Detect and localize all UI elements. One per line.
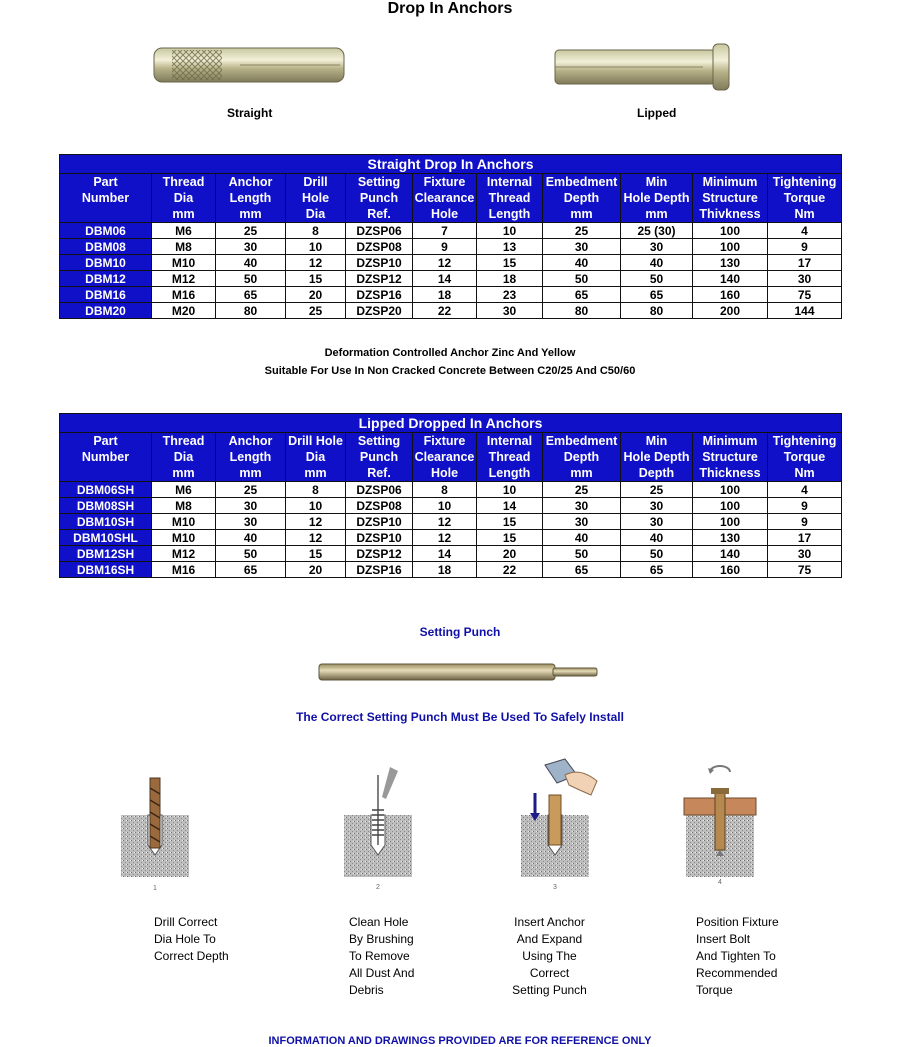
part-number-cell: DBM06 — [60, 223, 152, 239]
column-header-line: Torque — [783, 450, 826, 464]
column-header-line: Clearance — [414, 191, 475, 205]
table-cell: 30 — [621, 239, 693, 255]
table-row — [60, 482, 842, 498]
column-header-line: mm — [304, 466, 327, 480]
table-cell: 25 — [543, 223, 621, 239]
step-text-line: Clean Hole — [349, 915, 409, 929]
table-cell: 8 — [286, 482, 346, 498]
column-header-line: Embedment — [545, 175, 618, 189]
table-cell: 20 — [286, 562, 346, 578]
step-3-text — [502, 914, 597, 999]
column-header-line: Thread — [488, 450, 531, 464]
table-cell: 50 — [216, 546, 286, 562]
column-header — [621, 433, 693, 482]
table-cell: DZSP10 — [346, 530, 413, 546]
table-cell: 20 — [477, 546, 543, 562]
column-header-line: Setting — [357, 434, 401, 448]
table-cell: 15 — [477, 530, 543, 546]
step-text-line: Setting Punch — [512, 983, 587, 997]
part-number-cell: DBM16 — [60, 287, 152, 303]
table-cell: 25 — [216, 482, 286, 498]
table-cell: 65 — [543, 562, 621, 578]
column-header-line: Structure — [702, 191, 758, 205]
part-number-cell: DBM10SH — [60, 514, 152, 530]
column-header-line: Dia — [173, 191, 194, 205]
column-header-line: Hole — [430, 466, 459, 480]
column-header-line: Anchor — [228, 175, 273, 189]
column-header — [477, 174, 543, 223]
step-2-brush-illustration — [338, 765, 418, 895]
table-header-row — [60, 174, 842, 223]
table-cell: 9 — [768, 514, 842, 530]
table-cell: 30 — [543, 239, 621, 255]
step-text-line: Position Fixture — [696, 915, 779, 929]
table-cell: 30 — [621, 514, 693, 530]
note-line-2: Suitable For Use In Non Cracked Concrete Between C20/25 And C50/60 — [264, 365, 636, 377]
step-text-line: Drill Correct — [154, 915, 218, 929]
column-header-line: Hole Depth — [623, 450, 690, 464]
straight-anchors-table — [59, 154, 842, 319]
table-cell: 12 — [286, 530, 346, 546]
table-cell: 100 — [693, 223, 768, 239]
table-cell: M12 — [152, 271, 216, 287]
column-header-line: Min — [645, 175, 668, 189]
column-header-line: Internal — [486, 175, 533, 189]
note-line-1: Deformation Controlled Anchor Zinc And Yellow — [324, 347, 576, 359]
column-header — [413, 433, 477, 482]
table-cell: 12 — [413, 514, 477, 530]
column-header-line: Nm — [794, 207, 815, 221]
step-1-drill-illustration — [115, 760, 195, 895]
column-header-line: Internal — [486, 434, 533, 448]
table-cell: M12 — [152, 546, 216, 562]
table-cell: 80 — [543, 303, 621, 319]
table-cell: 22 — [477, 562, 543, 578]
column-header-line: mm — [172, 207, 195, 221]
column-header-line: Anchor — [228, 434, 273, 448]
table-cell: 30 — [543, 498, 621, 514]
table-cell: 30 — [216, 498, 286, 514]
step-3-insert-illustration — [505, 755, 605, 890]
column-header-line: Depth — [563, 450, 600, 464]
table-cell: 4 — [768, 223, 842, 239]
part-number-cell: DBM08SH — [60, 498, 152, 514]
column-header-line: Part — [93, 434, 118, 448]
column-header — [286, 174, 346, 223]
table-cell: 40 — [543, 255, 621, 271]
column-header-line: Thread — [162, 434, 205, 448]
table-row — [60, 546, 842, 562]
table-title: Straight Drop In Anchors — [60, 155, 842, 174]
table-cell: 130 — [693, 255, 768, 271]
table-cell: 130 — [693, 530, 768, 546]
step-text-line: And Tighten To — [696, 949, 776, 963]
table-cell: 65 — [543, 287, 621, 303]
table-cell: 100 — [693, 498, 768, 514]
part-number-cell: DBM20 — [60, 303, 152, 319]
column-header-line: Punch — [359, 450, 399, 464]
page-title: Drop In Anchors — [387, 0, 513, 17]
setting-punch-title: Setting Punch — [419, 625, 501, 639]
lipped-caption: Lipped — [637, 106, 677, 120]
step-number: 1 — [153, 885, 157, 892]
table-cell: 75 — [768, 562, 842, 578]
table-cell: M16 — [152, 287, 216, 303]
table-cell: 18 — [413, 562, 477, 578]
table-cell: 140 — [693, 271, 768, 287]
column-header — [152, 433, 216, 482]
table-header-row — [60, 433, 842, 482]
table-cell: DZSP12 — [346, 546, 413, 562]
table-cell: 10 — [477, 223, 543, 239]
table-cell: DZSP06 — [346, 223, 413, 239]
table-cell: 15 — [286, 271, 346, 287]
column-header-line: mm — [239, 207, 262, 221]
column-header-line: Tightening — [772, 175, 837, 189]
table-cell: 12 — [286, 255, 346, 271]
column-header-line: Number — [81, 191, 130, 205]
column-header — [413, 174, 477, 223]
table-row — [60, 287, 842, 303]
table-cell: 14 — [477, 498, 543, 514]
step-text-line: Correct Depth — [154, 949, 229, 963]
column-header — [693, 433, 768, 482]
table-cell: 65 — [216, 287, 286, 303]
column-header-line: Minimum — [702, 175, 758, 189]
table-cell: 22 — [413, 303, 477, 319]
table-cell: 160 — [693, 287, 768, 303]
table-cell: 30 — [621, 498, 693, 514]
table-cell: 100 — [693, 514, 768, 530]
column-header-line: Clearance — [414, 450, 475, 464]
table-cell: 40 — [621, 255, 693, 271]
table-cell: 40 — [621, 530, 693, 546]
step-2-text — [349, 914, 414, 999]
step-text-line: Debris — [349, 983, 384, 997]
table-cell: 25 — [286, 303, 346, 319]
table-cell: 30 — [768, 271, 842, 287]
table-cell: DZSP12 — [346, 271, 413, 287]
column-header — [60, 174, 152, 223]
column-header-line: Nm — [794, 466, 815, 480]
table-cell: 50 — [543, 271, 621, 287]
table-cell: DZSP10 — [346, 255, 413, 271]
column-header-line: Part — [93, 175, 118, 189]
table-cell: 160 — [693, 562, 768, 578]
table-cell: 140 — [693, 546, 768, 562]
column-header-line: Depth — [563, 191, 600, 205]
step-text-line: Dia Hole To — [154, 932, 216, 946]
part-number-cell: DBM06SH — [60, 482, 152, 498]
part-number-cell: DBM08 — [60, 239, 152, 255]
step-text-line: Recommended — [696, 966, 778, 980]
column-header-line: Length — [229, 450, 272, 464]
table-cell: M10 — [152, 514, 216, 530]
column-header-line: Torque — [783, 191, 826, 205]
column-header-line: Length — [229, 191, 272, 205]
table-cell: 8 — [286, 223, 346, 239]
table-cell: 10 — [477, 482, 543, 498]
table-cell: 10 — [286, 498, 346, 514]
table-cell: 100 — [693, 482, 768, 498]
column-header-line: Minimum — [702, 434, 758, 448]
straight-anchor-image — [150, 40, 350, 90]
column-header — [346, 433, 413, 482]
column-header-line: Punch — [359, 191, 399, 205]
lipped-anchor-image — [553, 42, 733, 94]
column-header — [216, 174, 286, 223]
table-cell: 15 — [477, 255, 543, 271]
table-row — [60, 562, 842, 578]
table-cell: 10 — [413, 498, 477, 514]
table-cell: 9 — [413, 239, 477, 255]
table-cell: 12 — [413, 255, 477, 271]
table-cell: 40 — [543, 530, 621, 546]
table-cell: 50 — [621, 271, 693, 287]
lipped-anchors-table — [59, 413, 842, 578]
column-header-line: Depth — [638, 466, 675, 480]
setting-punch-warning: The Correct Setting Punch Must Be Used To Safely Install — [296, 710, 624, 724]
column-header-line: Hole — [430, 207, 459, 221]
column-header-line: Fixture — [423, 175, 466, 189]
table-cell: 65 — [216, 562, 286, 578]
table-cell: 12 — [286, 514, 346, 530]
column-header — [543, 174, 621, 223]
table-cell: DZSP16 — [346, 287, 413, 303]
column-header-line: Embedment — [545, 434, 618, 448]
table-cell: 17 — [768, 530, 842, 546]
step-text-line: Insert Anchor — [514, 915, 585, 929]
step-text-line: Torque — [696, 983, 733, 997]
table-cell: 9 — [768, 498, 842, 514]
table-cell: M16 — [152, 562, 216, 578]
setting-punch-image — [317, 660, 599, 684]
step-number: 3 — [553, 884, 557, 890]
table-cell: 15 — [477, 514, 543, 530]
table-cell: 13 — [477, 239, 543, 255]
table-cell: 65 — [621, 562, 693, 578]
table-row — [60, 530, 842, 546]
table-cell: 14 — [413, 546, 477, 562]
table-cell: 15 — [286, 546, 346, 562]
step-number: 2 — [376, 884, 380, 891]
table-cell: 30 — [768, 546, 842, 562]
column-header-line: Setting — [357, 175, 401, 189]
step-text-line: Correct — [529, 966, 570, 980]
table-cell: M6 — [152, 223, 216, 239]
table-title: Lipped Dropped In Anchors — [60, 414, 842, 433]
table-row — [60, 223, 842, 239]
column-header — [60, 433, 152, 482]
table-cell: M10 — [152, 530, 216, 546]
part-number-cell: DBM16SH — [60, 562, 152, 578]
table-cell: DZSP10 — [346, 514, 413, 530]
column-header-line: Min — [645, 434, 668, 448]
column-header-line: Ref. — [367, 207, 391, 221]
column-header-line: Drill Hole — [288, 434, 343, 448]
column-header-line: Tightening — [772, 434, 837, 448]
step-text-line: And Expand — [516, 932, 583, 946]
column-header-line: mm — [570, 207, 593, 221]
table-cell: M6 — [152, 482, 216, 498]
table-cell: 40 — [216, 255, 286, 271]
table-cell: 200 — [693, 303, 768, 319]
step-text-line: Using The — [522, 949, 577, 963]
table-cell: DZSP16 — [346, 562, 413, 578]
column-header-line: Hole Depth — [623, 191, 690, 205]
step-4-fixture-illustration — [680, 760, 760, 890]
table-cell: M8 — [152, 239, 216, 255]
table-cell: 23 — [477, 287, 543, 303]
table-cell: 18 — [477, 271, 543, 287]
table-cell: DZSP20 — [346, 303, 413, 319]
column-header-line: Thread — [162, 175, 205, 189]
table-cell: 80 — [621, 303, 693, 319]
part-number-cell: DBM10 — [60, 255, 152, 271]
table-cell: 40 — [216, 530, 286, 546]
table-cell: 7 — [413, 223, 477, 239]
straight-caption: Straight — [227, 106, 273, 120]
part-number-cell: DBM12SH — [60, 546, 152, 562]
table-cell: 75 — [768, 287, 842, 303]
table-cell: 50 — [621, 546, 693, 562]
table-cell: 30 — [543, 514, 621, 530]
column-header-line: Length — [488, 207, 531, 221]
step-text-line: To Remove — [349, 949, 410, 963]
table-row — [60, 498, 842, 514]
column-header-line: mm — [172, 466, 195, 480]
table-row — [60, 239, 842, 255]
table-cell: 20 — [286, 287, 346, 303]
column-header-line: Ref. — [367, 466, 391, 480]
column-header — [693, 174, 768, 223]
column-header-line: Thickness — [699, 466, 761, 480]
table-cell: 144 — [768, 303, 842, 319]
column-header — [346, 174, 413, 223]
step-text-line: By Brushing — [349, 932, 414, 946]
table-row — [60, 514, 842, 530]
table-cell: 8 — [413, 482, 477, 498]
table-cell: 50 — [543, 546, 621, 562]
column-header-line: Hole — [301, 191, 330, 205]
column-header — [768, 174, 842, 223]
column-header-line: Dia — [305, 207, 326, 221]
table-cell: 100 — [693, 239, 768, 255]
step-number: 4 — [718, 879, 722, 886]
column-header-line: mm — [570, 466, 593, 480]
table-cell: 4 — [768, 482, 842, 498]
column-header-line: Thread — [488, 191, 531, 205]
column-header-line: Fixture — [423, 434, 466, 448]
column-header-line: Dia — [305, 450, 326, 464]
step-text-line: All Dust And — [349, 966, 415, 980]
column-header-line: Dia — [173, 450, 194, 464]
table-cell: 18 — [413, 287, 477, 303]
table-cell: 25 (30) — [621, 223, 693, 239]
column-header-line: Thivkness — [699, 207, 761, 221]
table-cell: 25 — [543, 482, 621, 498]
table-cell: M10 — [152, 255, 216, 271]
column-header-line: Number — [81, 450, 130, 464]
step-4-text — [696, 914, 779, 999]
table-cell: 9 — [768, 239, 842, 255]
column-header-line: mm — [645, 207, 668, 221]
table-row — [60, 271, 842, 287]
table-cell: 80 — [216, 303, 286, 319]
table-cell: 10 — [286, 239, 346, 255]
column-header-line — [60, 465, 151, 481]
table-cell: 50 — [216, 271, 286, 287]
column-header-line — [60, 206, 151, 222]
column-header — [768, 433, 842, 482]
column-header — [477, 433, 543, 482]
table-cell: M20 — [152, 303, 216, 319]
column-header — [543, 433, 621, 482]
column-header-line: mm — [239, 466, 262, 480]
table-cell: 25 — [621, 482, 693, 498]
table-cell: 12 — [413, 530, 477, 546]
table-row — [60, 303, 842, 319]
column-header — [286, 433, 346, 482]
column-header-line: Structure — [702, 450, 758, 464]
table-cell: DZSP06 — [346, 482, 413, 498]
table-cell: DZSP08 — [346, 498, 413, 514]
table-cell: DZSP08 — [346, 239, 413, 255]
table-cell: 17 — [768, 255, 842, 271]
part-number-cell: DBM12 — [60, 271, 152, 287]
column-header-line: Length — [488, 466, 531, 480]
step-text-line: Insert Bolt — [696, 932, 751, 946]
table-cell: 30 — [216, 514, 286, 530]
column-header — [621, 174, 693, 223]
table-cell: 14 — [413, 271, 477, 287]
step-1-text — [154, 914, 229, 965]
table-cell: M8 — [152, 498, 216, 514]
column-header — [152, 174, 216, 223]
part-number-cell: DBM10SHL — [60, 530, 152, 546]
table-cell: 30 — [216, 239, 286, 255]
table-cell: 25 — [216, 223, 286, 239]
table-cell: 30 — [477, 303, 543, 319]
table-cell: 65 — [621, 287, 693, 303]
column-header-line: Drill — [303, 175, 328, 189]
column-header — [216, 433, 286, 482]
footer-disclaimer: INFORMATION AND DRAWINGS PROVIDED ARE FOR REFERENCE ONLY — [268, 1035, 652, 1047]
table-row — [60, 255, 842, 271]
